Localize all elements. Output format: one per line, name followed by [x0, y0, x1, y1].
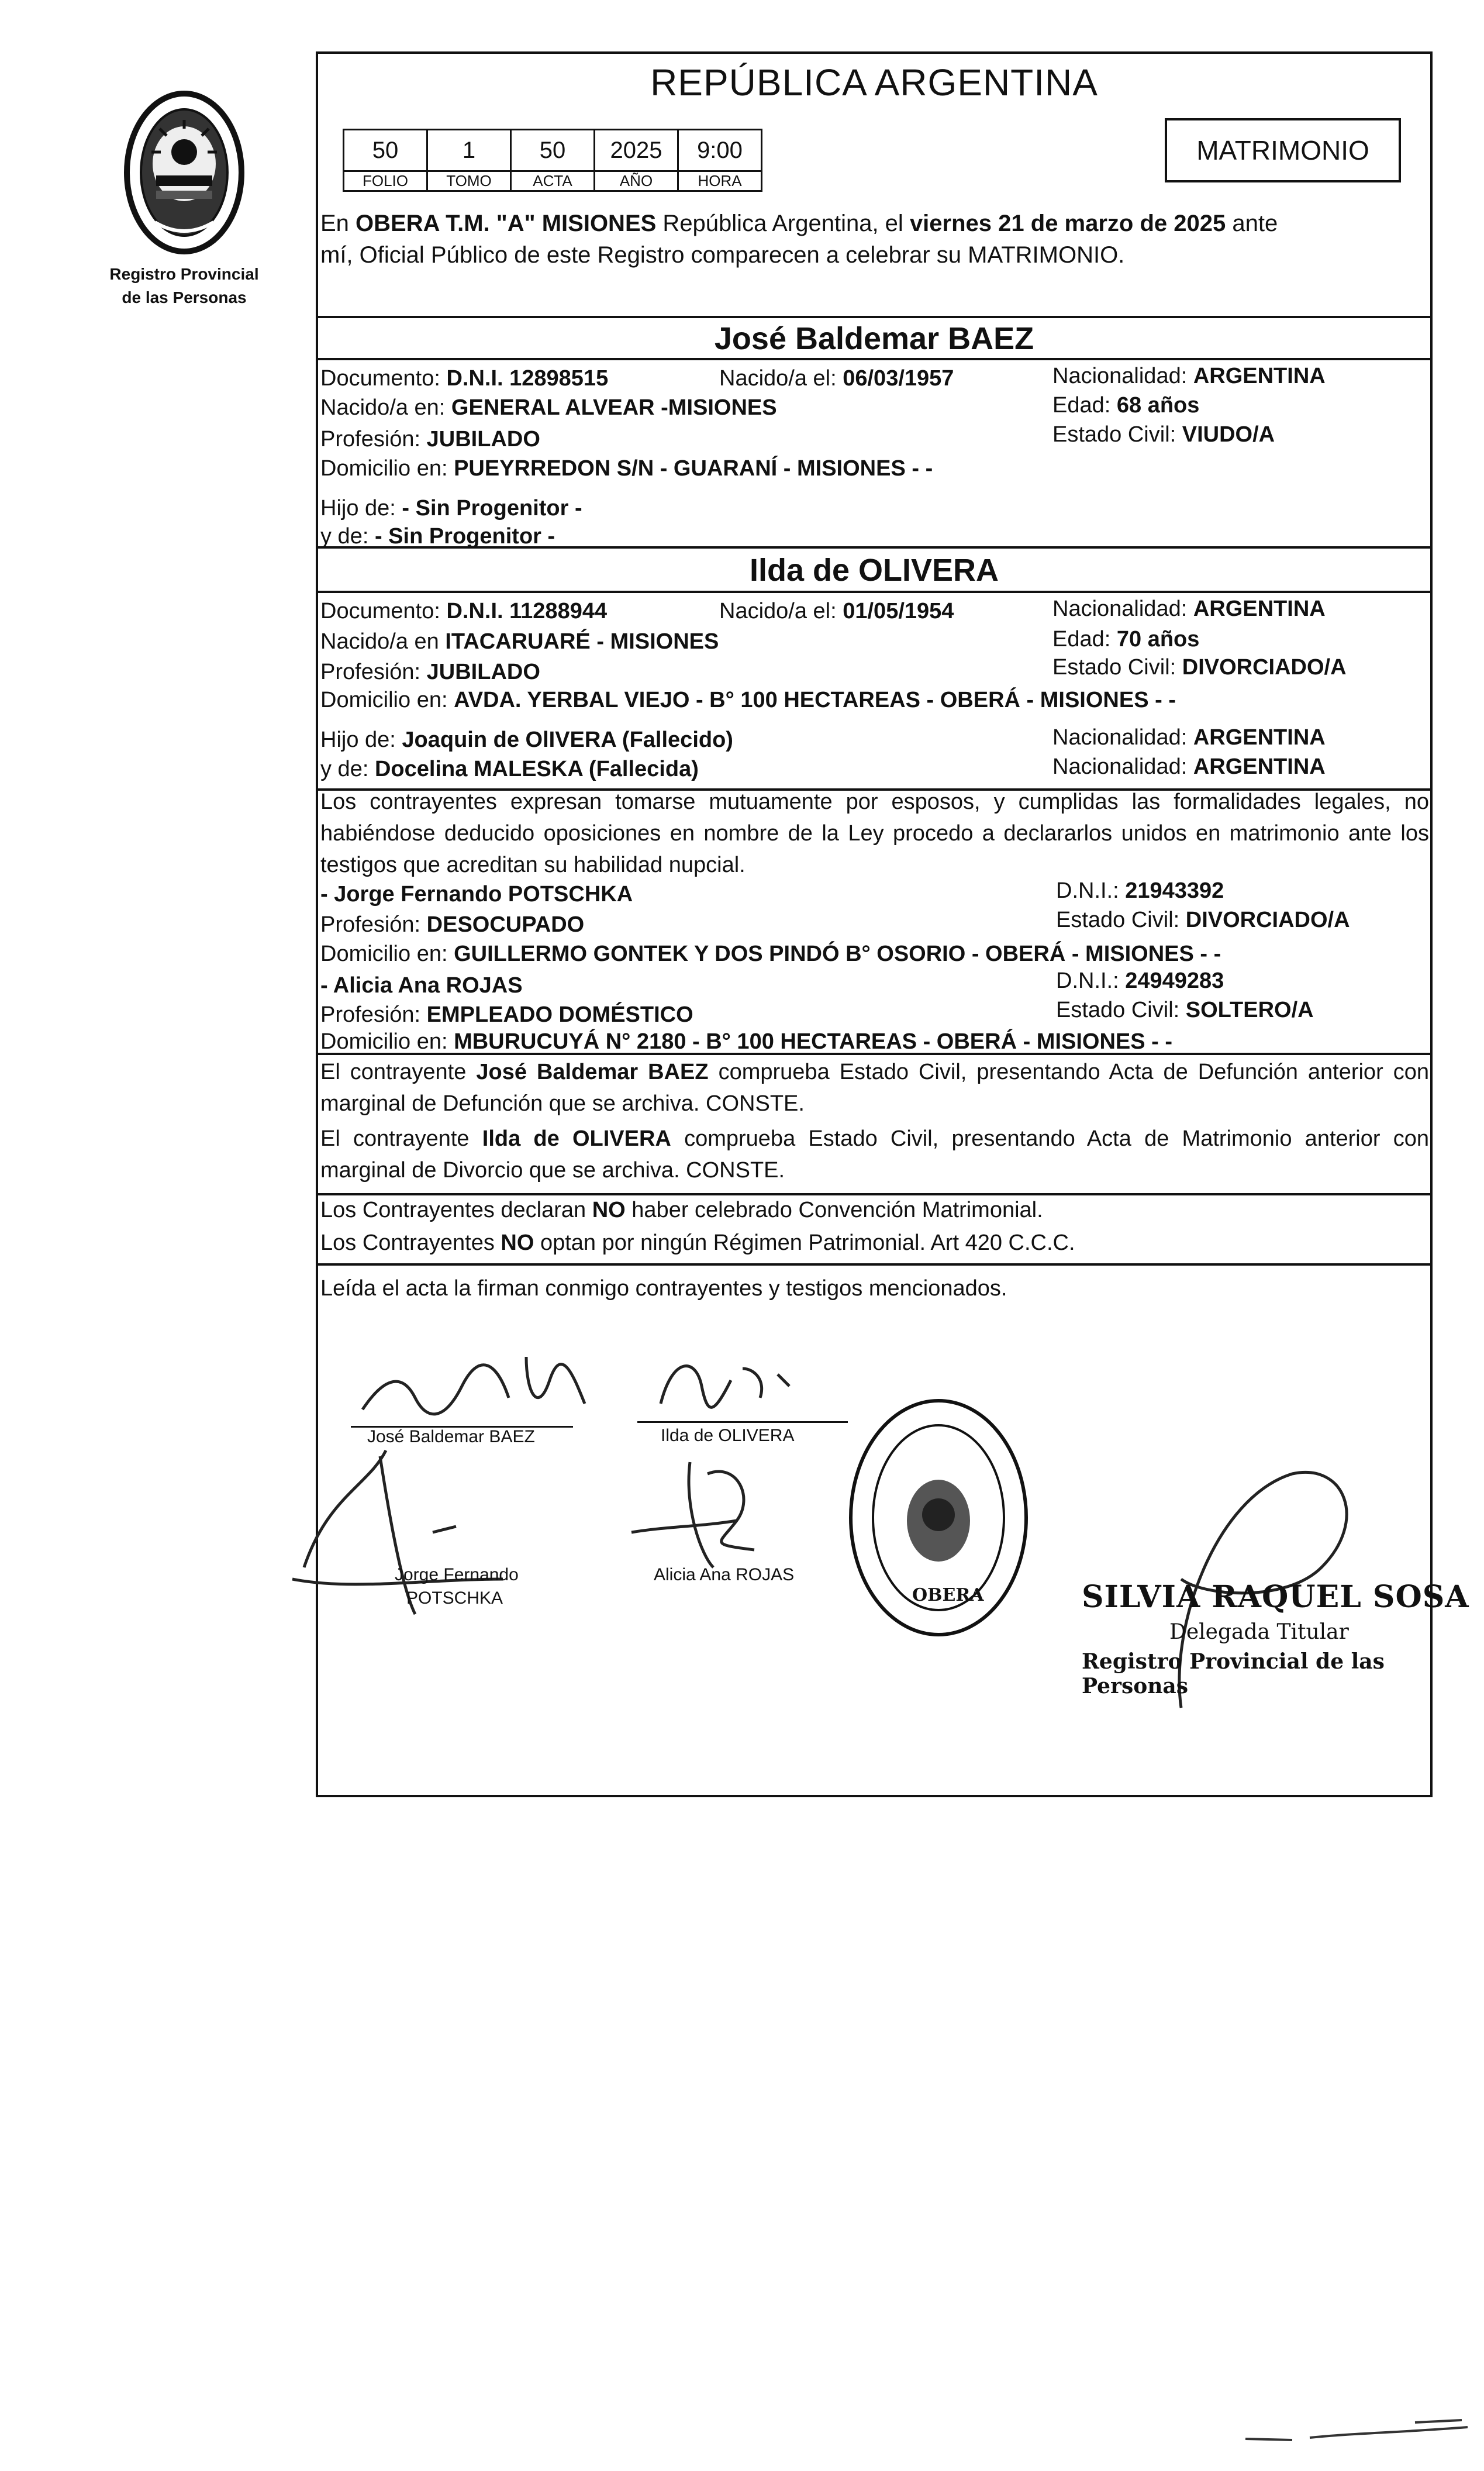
bride-birthdate [719, 599, 954, 624]
note-text: Los Contrayentes declaran [320, 1198, 592, 1222]
note-text: Los Contrayentes [320, 1231, 501, 1255]
value: DIVORCIADO/A [1182, 655, 1347, 680]
witness2-civil-status [1056, 998, 1314, 1023]
label: Profesión: [320, 427, 427, 452]
value: 68 años [1116, 393, 1200, 418]
note-emphasis: NO [501, 1231, 534, 1255]
value: 01/05/1954 [843, 599, 954, 623]
value: ARGENTINA [1193, 364, 1326, 388]
value: D.N.I. 12898515 [446, 366, 609, 391]
tomo-value: 1 [427, 130, 511, 171]
note-text: comprueba Estado Civil, presentando Acta de Matrimonio anterior con marginal de Divorcio que se archiva. CONSTE. [320, 1126, 1429, 1183]
note-name: José Baldemar BAEZ [476, 1060, 709, 1084]
value: DIVORCIADO/A [1185, 908, 1350, 932]
bride-profession [320, 660, 540, 685]
label: Nacionalidad: [1052, 597, 1193, 621]
logo-caption-line-2: de las Personas [122, 288, 247, 306]
label: Edad: [1052, 627, 1117, 652]
bride-mother [320, 757, 699, 782]
value: GENERAL ALVEAR -MISIONES [451, 395, 777, 420]
witness1-dni [1056, 878, 1224, 904]
bride-father [320, 728, 733, 753]
witness2-signature-label: Alicia Ana ROJAS [654, 1565, 795, 1584]
label: Nacido/a en: [320, 395, 451, 420]
bride-age [1052, 627, 1199, 652]
witness2-name: - Alicia Ana ROJAS [320, 973, 523, 998]
groom-father [320, 496, 582, 521]
bride-signature-label: Ilda de OLIVERA [661, 1426, 795, 1445]
hora-label: HORA [678, 171, 762, 191]
official-office: Registro Provincial de las Personas [1082, 1649, 1385, 1698]
label: D.N.I.: [1056, 969, 1126, 993]
hora-value: 9:00 [678, 130, 762, 171]
registry-round-stamp-icon [842, 1392, 1035, 1646]
label: Edad: [1052, 393, 1117, 418]
value: PUEYRREDON S/N - GUARANÍ - MISIONES - - [454, 456, 933, 481]
note-text: haber celebrado Convención Matrimonial. [625, 1198, 1043, 1222]
note-text: El contrayente [320, 1126, 482, 1151]
bride-document [320, 599, 607, 624]
acta-label: ACTA [511, 171, 595, 191]
tomo-label: TOMO [427, 171, 511, 191]
footer-mark-icon [1240, 2415, 1473, 2453]
witness1-profession [320, 912, 584, 938]
label: Profesión: [320, 660, 427, 684]
intro-line-1 [320, 208, 1278, 239]
anio-label: AÑO [595, 171, 678, 191]
stamp-city: OBERA [912, 1585, 984, 1605]
witness2-profession [320, 1002, 693, 1028]
label: Nacionalidad: [1052, 364, 1193, 388]
label: Domicilio en: [320, 1029, 454, 1054]
declaration-text: Los contrayentes expresan tomarse mutuamente por esposos, y cumplidas las formalidades legales, no habiéndose deducido oposiciones en nombre de la Ley procedo a declararlos unidos en matrimonio ante los testigos que acreditan su habilidad nupcial. [320, 790, 1429, 877]
label: Estado Civil: [1052, 655, 1182, 680]
value: - Sin Progenitor - [374, 524, 555, 549]
witness1-name: - Jorge Fernando POTSCHKA [320, 882, 633, 907]
logo-caption-line-1: Registro Provincial [109, 265, 259, 283]
label: Estado Civil: [1056, 908, 1186, 932]
label: Hijo de: [320, 496, 402, 521]
note-civil-status-bride [320, 1123, 1429, 1186]
intro-date: viernes 21 de marzo de 2025 [909, 211, 1226, 236]
bride-birthplace [320, 629, 719, 654]
registry-logo [88, 88, 281, 307]
folio-label: FOLIO [344, 171, 427, 191]
witness1-address [320, 942, 1221, 967]
label: Domicilio en: [320, 688, 454, 712]
groom-mother [320, 524, 555, 549]
value: 06/03/1957 [843, 366, 954, 391]
bride-name: Ilda de OLIVERA [749, 553, 999, 588]
label: Documento: [320, 599, 447, 623]
record-type-box [1165, 118, 1401, 182]
label: Hijo de: [320, 728, 402, 752]
value: Docelina MALESKA (Fallecida) [374, 757, 699, 781]
witness2-address [320, 1029, 1172, 1054]
groom-signature-label: José Baldemar BAEZ [367, 1427, 535, 1446]
groom-age [1052, 393, 1199, 418]
witness1-signature-label-1: Jorge Fernando [395, 1565, 519, 1584]
value: 21943392 [1125, 878, 1224, 903]
label: Estado Civil: [1056, 998, 1186, 1022]
groom-nationality [1052, 364, 1326, 389]
value: JUBILADO [426, 660, 540, 684]
witness1-signature-icon [281, 1439, 526, 1639]
value: ARGENTINA [1193, 597, 1326, 621]
witness1-civil-status [1056, 908, 1350, 933]
label: D.N.I.: [1056, 878, 1126, 903]
groom-document [320, 366, 608, 391]
groom-name: José Baldemar BAEZ [714, 321, 1034, 356]
value: VIUDO/A [1182, 422, 1275, 447]
divider [316, 591, 1433, 593]
bride-mother-nationality [1052, 754, 1326, 780]
note-civil-status-groom [320, 1056, 1429, 1119]
label: y de: [320, 524, 375, 549]
label: Profesión: [320, 912, 427, 937]
acta-value: 50 [511, 130, 595, 171]
note-text: El contrayente [320, 1060, 477, 1084]
value: SOLTERO/A [1185, 998, 1314, 1022]
intro-place: OBERA T.M. "A" MISIONES [356, 211, 657, 236]
value: - Sin Progenitor - [402, 496, 582, 521]
label: Nacido/a el: [719, 366, 843, 391]
value: 24949283 [1125, 969, 1224, 993]
label: Documento: [320, 366, 447, 391]
intro-line-2: mí, Oficial Público de este Registro comparecen a celebrar su MATRIMONIO. [320, 242, 1125, 268]
label: Nacionalidad: [1052, 725, 1193, 750]
value: ARGENTINA [1193, 725, 1326, 750]
value: DESOCUPADO [426, 912, 585, 937]
official-name: SILVIA RAQUEL SOSA [1082, 1579, 1469, 1615]
intro-text: ante [1226, 211, 1278, 236]
groom-profession [320, 427, 540, 452]
record-type: MATRIMONIO [1196, 135, 1369, 166]
value: GUILLERMO GONTEK Y DOS PINDÓ B° OSORIO - OBERÁ - MISIONES - - [454, 942, 1221, 966]
groom-civil-status [1052, 422, 1275, 447]
groom-address [320, 456, 933, 481]
intro-text: República Argentina, el [656, 211, 910, 236]
label: Domicilio en: [320, 456, 454, 481]
page-title: REPÚBLICA ARGENTINA [650, 61, 1098, 104]
witness1-signature-label-2: POTSCHKA [406, 1588, 503, 1608]
misiones-seal-icon [120, 88, 249, 257]
label: Estado Civil: [1052, 422, 1182, 447]
note-emphasis: NO [592, 1198, 626, 1222]
value: D.N.I. 11288944 [446, 599, 608, 623]
value: Joaquin de OlIVERA (Fallecido) [402, 728, 733, 752]
groom-birthplace [320, 395, 777, 421]
label: Nacido/a el: [719, 599, 843, 623]
value: ITACARUARÉ - MISIONES [445, 629, 719, 654]
label: y de: [320, 757, 375, 781]
bride-civil-status [1052, 655, 1347, 680]
divider [316, 1263, 1433, 1266]
bride-address [320, 688, 1176, 713]
signature-line [637, 1421, 848, 1423]
label: Domicilio en: [320, 942, 454, 966]
note-regime [320, 1227, 1429, 1259]
witness2-dni [1056, 969, 1224, 994]
note-text: optan por ningún Régimen Patrimonial. Art 420 C.C.C. [534, 1231, 1075, 1255]
value: 70 años [1116, 627, 1200, 652]
value: JUBILADO [426, 427, 540, 452]
anio-value: 2025 [595, 130, 678, 171]
label: Nacido/a en [320, 629, 446, 654]
divider [316, 358, 1433, 360]
value: ARGENTINA [1193, 754, 1326, 779]
intro-text: En [320, 211, 356, 236]
note-name: Ilda de OLIVERA [482, 1126, 671, 1151]
label: Profesión: [320, 1002, 427, 1027]
folio-value: 50 [344, 130, 427, 171]
note-convention [320, 1194, 1429, 1226]
value: MBURUCUYÁ N° 2180 - B° 100 HECTAREAS - OBERÁ - MISIONES - - [454, 1029, 1173, 1054]
official-role: Delegada Titular [1169, 1620, 1349, 1644]
bride-nationality [1052, 597, 1326, 622]
label: Nacionalidad: [1052, 754, 1193, 779]
closing-text: Leída el acta la firman conmigo contrayentes y testigos mencionados. [320, 1276, 1007, 1301]
divider [316, 316, 1433, 318]
bride-father-nationality [1052, 725, 1326, 750]
value: EMPLEADO DOMÉSTICO [426, 1002, 693, 1027]
record-id-table [343, 129, 762, 192]
note-text: comprueba Estado Civil, presentando Acta de Defunción anterior con marginal de Defunción que se archiva. CONSTE. [320, 1060, 1429, 1116]
value: AVDA. YERBAL VIEJO - B° 100 HECTAREAS - OBERÁ - MISIONES - - [454, 688, 1176, 712]
groom-birthdate [719, 366, 954, 391]
